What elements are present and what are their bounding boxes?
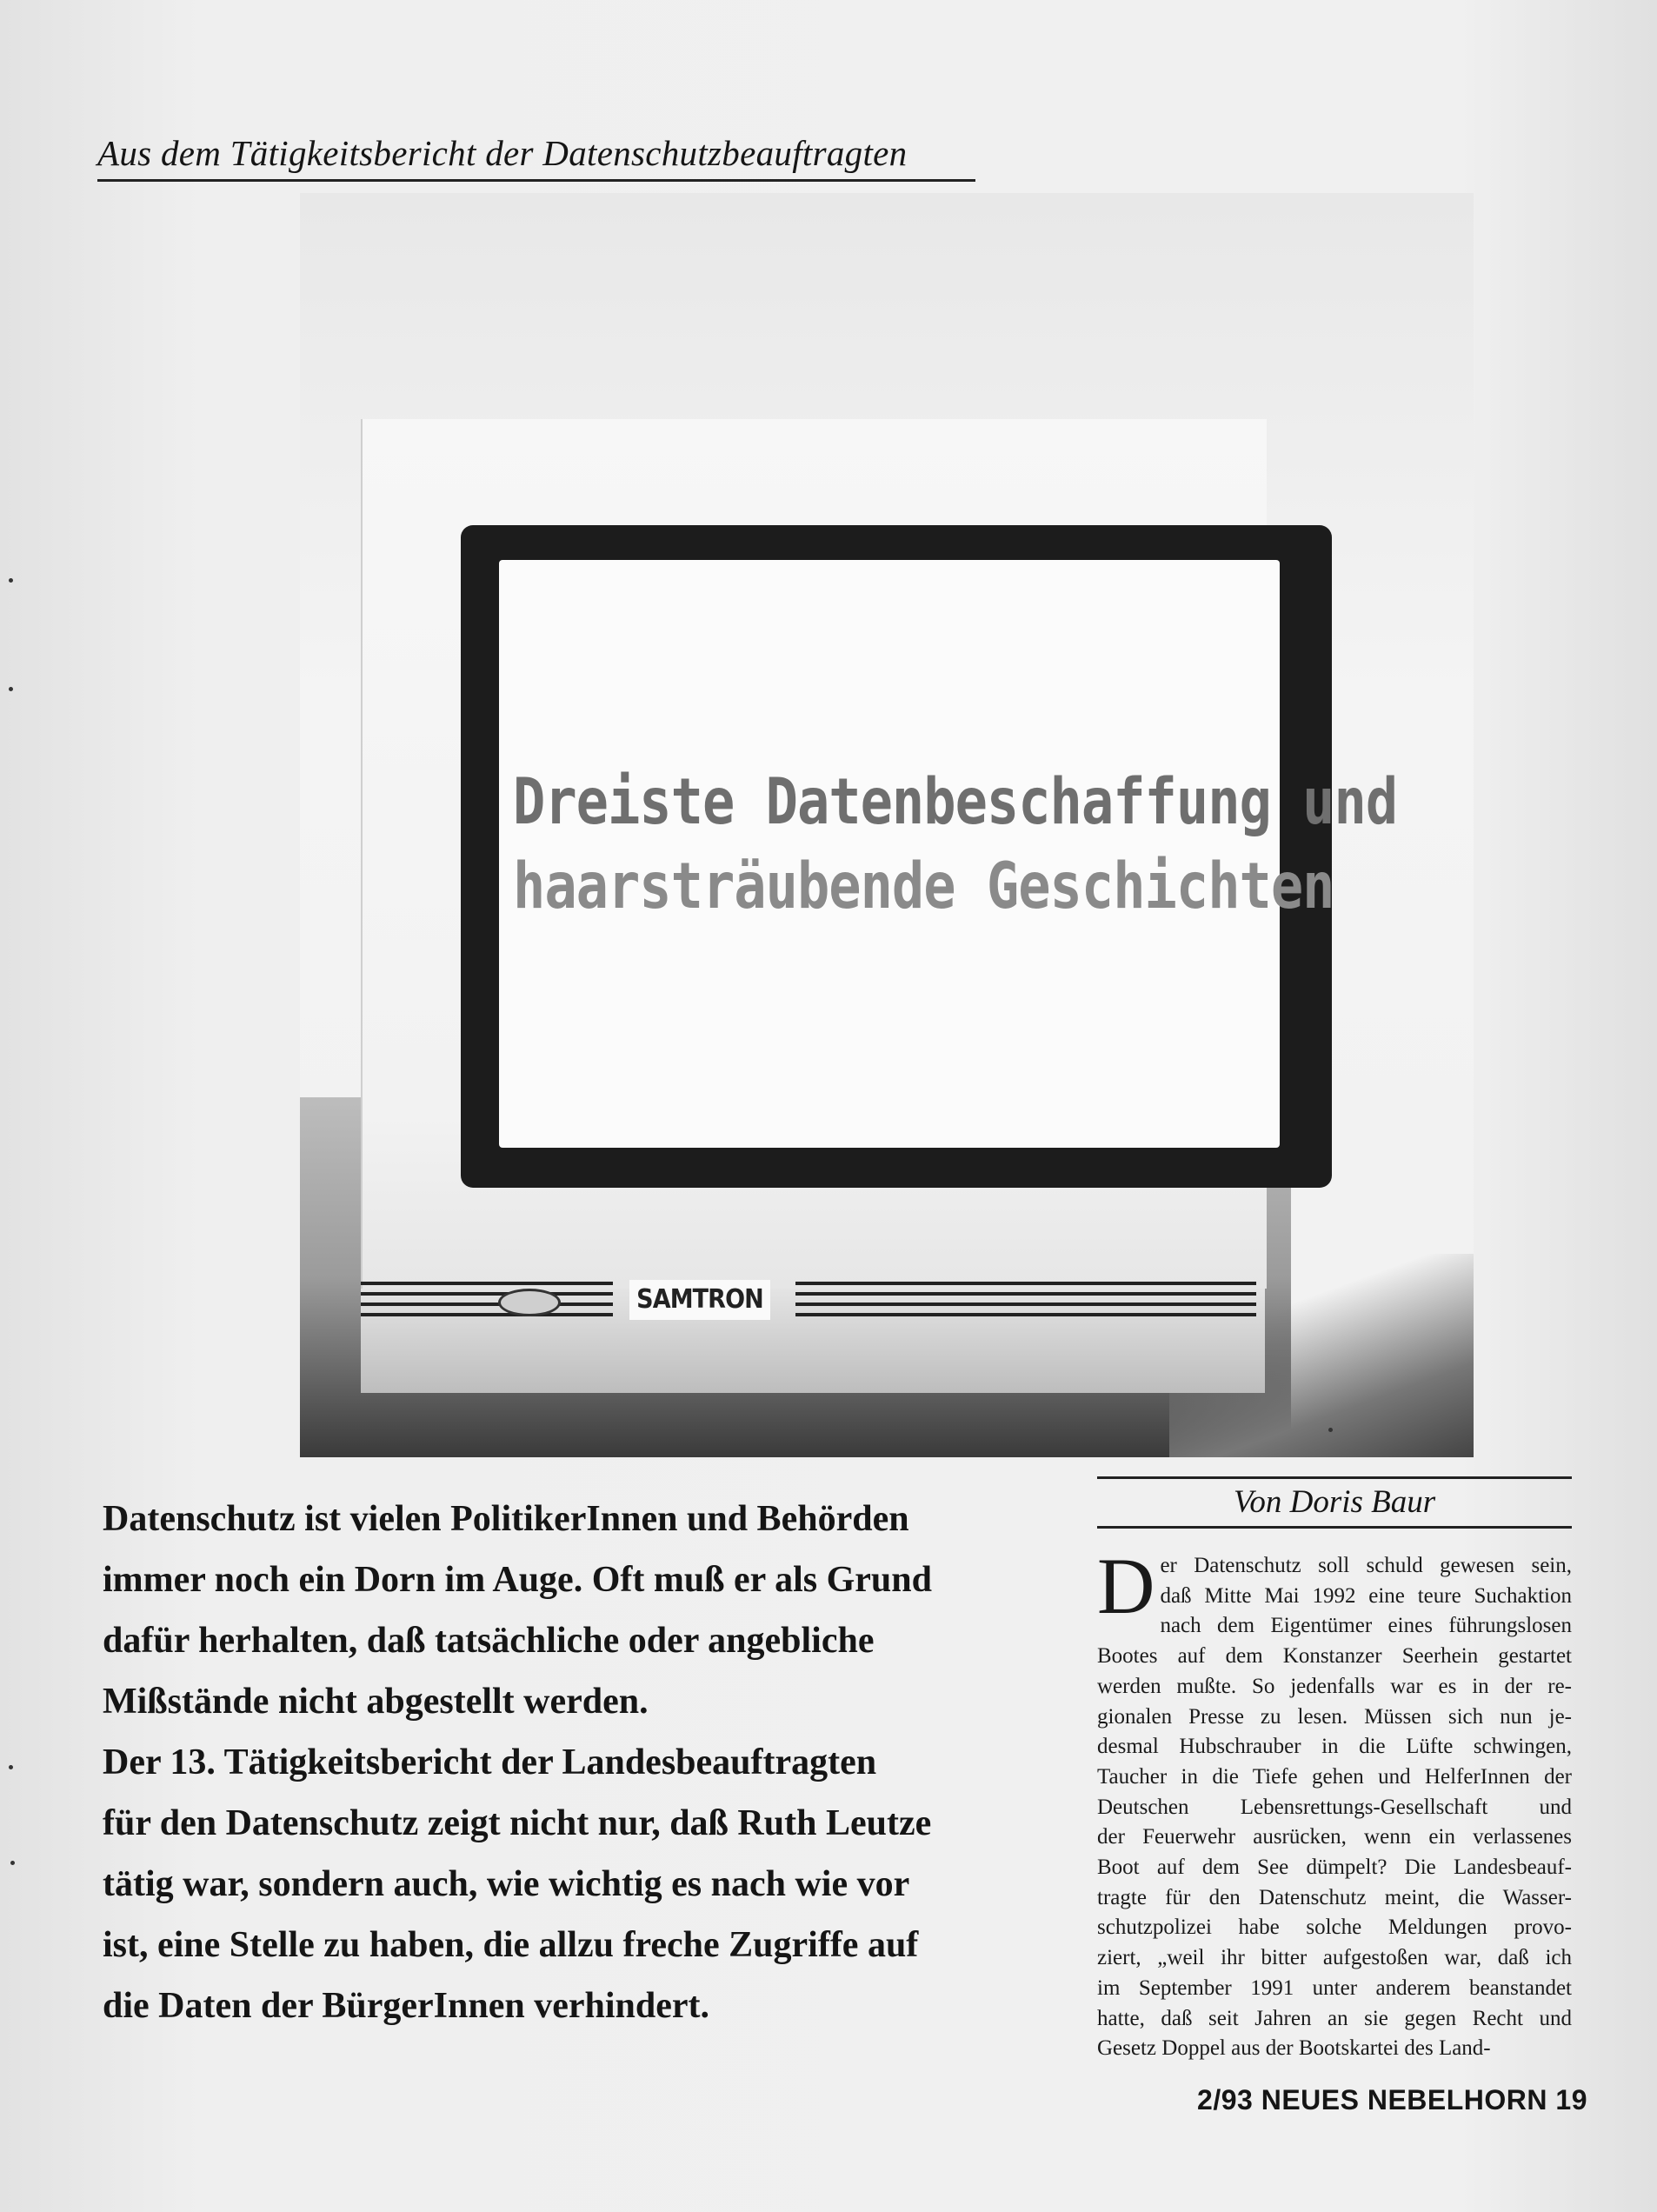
lead-line: Mißstände nicht abgestellt werden.	[103, 1682, 649, 1722]
article-line: daß Mitte Mai 1992 eine teure Suchaktion	[1160, 1583, 1572, 1608]
lead-line: Der 13. Tätigkeitsbericht der Landesbeauftragten	[103, 1742, 877, 1782]
left-stripes	[361, 1282, 613, 1323]
article-line: er Datenschutz soll schuld gewesen sein,	[1160, 1554, 1572, 1577]
article-body	[1097, 1542, 1572, 2064]
lead-paragraph	[103, 1489, 998, 2036]
lead-line: dafür herhalten, daß tatsächliche oder angebliche	[103, 1621, 875, 1661]
lead-line: immer noch ein Dorn im Auge. Oft muß er als Grund	[103, 1560, 932, 1600]
scan-speck	[9, 687, 13, 691]
article-line: tragte für den Datenschutz meint, die Wasser-	[1097, 1885, 1572, 1909]
scan-speck	[10, 1861, 15, 1865]
scan-speck	[1328, 1428, 1333, 1432]
lead-line: für den Datenschutz zeigt nicht nur, daß Ruth Leutze	[103, 1803, 932, 1843]
monitor-screen	[499, 560, 1398, 1148]
article-line: desmal Hubschrauber in die Lüfte schwingen,	[1097, 1735, 1572, 1759]
article-line: ziert, „weil ihr bitter aufgestoßen war, daß ich	[1097, 1946, 1572, 1970]
article-line: werden mußte. So jedenfalls war es in der re-	[1097, 1674, 1572, 1698]
screen-line-1: Dreiste Datenbeschaffung und	[513, 763, 1398, 839]
article-line: nach dem Eigentümer eines führungslosen	[1160, 1614, 1572, 1638]
article-line: Deutschen Lebensrettungs-Gesellschaft und	[1097, 1795, 1572, 1819]
article-line: Gesetz Doppel aus der Bootskartei des Land-	[1097, 2036, 1491, 2061]
scan-speck	[9, 578, 13, 583]
right-stripes	[795, 1282, 1256, 1323]
scan-speck	[9, 1765, 13, 1769]
article-line: Taucher in die Tiefe gehen und HelferInnen der	[1097, 1764, 1572, 1789]
power-knob	[498, 1289, 561, 1316]
byline: Von Doris Baur	[1097, 1476, 1572, 1529]
screen-headline	[513, 760, 1398, 929]
article-line: der Feuerwehr ausrücken, wenn ein verlassenes	[1097, 1825, 1572, 1849]
lead-line: Datenschutz ist vielen PolitikerInnen und Behörden	[103, 1499, 909, 1539]
monitor-photo	[300, 193, 1474, 1457]
lead-line: tätig war, sondern auch, wie wichtig es nach wie vor	[103, 1864, 910, 1904]
article-line: schutzpolizei habe solche Meldungen provo-	[1097, 1916, 1572, 1940]
monitor-control-strip	[361, 1280, 1256, 1323]
article-line: hatte, daß seit Jahren an sie gegen Recht und	[1097, 2006, 1572, 2030]
article-line: im September 1991 unter anderem beanstandet	[1097, 1975, 1572, 2000]
article-line: gionalen Presse zu lesen. Müssen sich nun je-	[1097, 1704, 1572, 1729]
monitor-brand-logo: SAMTRON	[629, 1280, 770, 1320]
lead-line: die Daten der BürgerInnen verhindert.	[103, 1986, 710, 2026]
page-folio: 2/93 NEUES NEBELHORN 19	[1197, 2084, 1587, 2115]
running-head: Aus dem Tätigkeitsbericht der Datenschutzbeauftragten	[97, 132, 975, 182]
article-line: Boot auf dem See dümpelt? Die Landesbeauf-	[1097, 1856, 1572, 1880]
lead-line: ist, eine Stelle zu haben, die allzu freche Zugriffe auf	[103, 1925, 919, 1965]
drop-cap: D	[1097, 1542, 1155, 1630]
monitor-bezel	[461, 525, 1398, 1188]
screen-line-2: haarsträubende Geschichten	[513, 848, 1334, 923]
article-line: Bootes auf dem Konstanzer Seerhein gestartet	[1097, 1644, 1572, 1669]
